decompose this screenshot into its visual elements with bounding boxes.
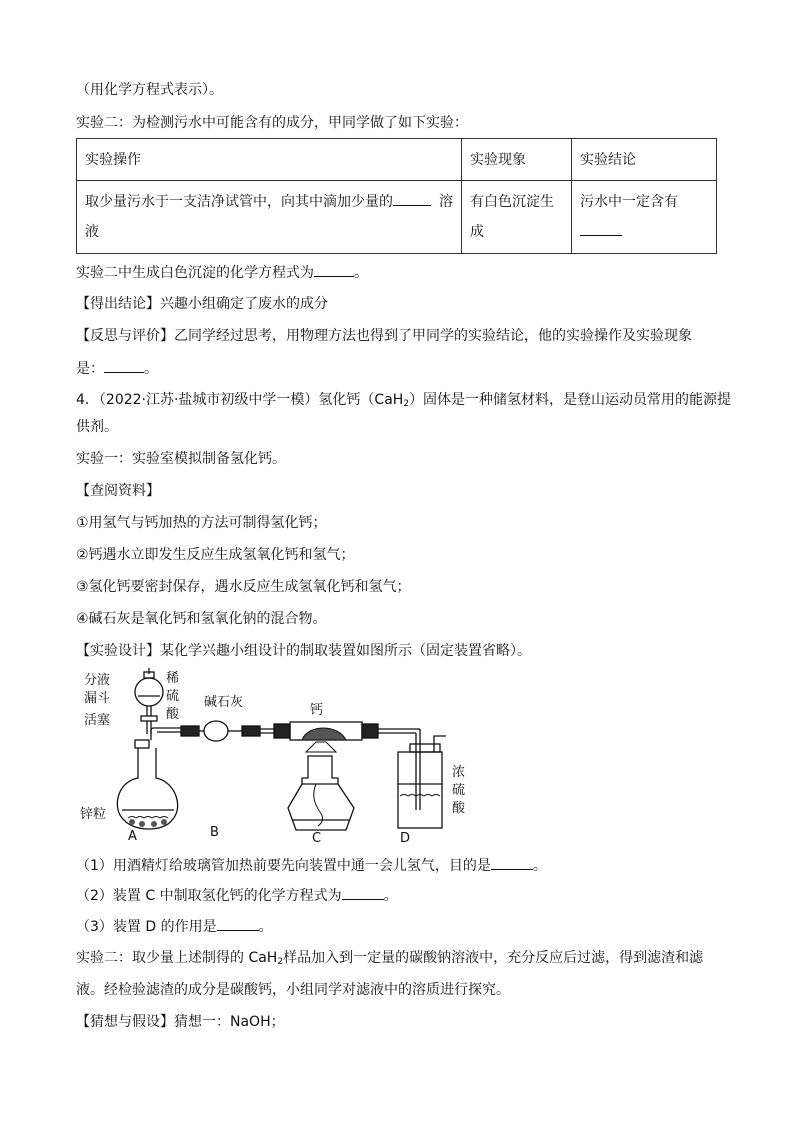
- reference-item-4: ④碱石灰是氧化钙和氢氧化钠的混合物。: [76, 611, 327, 627]
- experiment-two-line-2: 液。经检验滤渣的成分是碳酸钙，小组同学对滤液中的溶质进行探究。: [76, 982, 510, 998]
- label-A: A: [128, 829, 137, 844]
- label-suan2: 酸: [452, 801, 466, 816]
- reference-item-1: ①用氢气与钙加热的方法可制得氢化钙；: [76, 515, 327, 531]
- design-heading: 【实验设计】某化学兴趣小组设计的制取装置如图所示（固定装置省略）。: [76, 643, 531, 659]
- label-nong: 浓: [452, 765, 466, 780]
- question-4-line-2: 供剂。: [76, 419, 118, 435]
- label-soda-lime: 碱石灰: [204, 695, 244, 710]
- answer-blank[interactable]: [580, 221, 622, 236]
- label-xi: 稀: [166, 671, 180, 686]
- table-header-conclusion: 实验结论: [572, 139, 717, 181]
- reflection-line-1: 【反思与评价】乙同学经过思考，用物理方法也得到了甲同学的实验结论，他的实验操作及实验现象: [76, 328, 692, 344]
- answer-blank[interactable]: [342, 885, 384, 900]
- label-fenye: 分液: [84, 673, 111, 688]
- answer-blank[interactable]: [217, 916, 259, 931]
- label-zinc: 锌粒: [80, 807, 107, 822]
- label-huosai: 活塞: [84, 713, 111, 728]
- table-header-operation: 实验操作: [77, 139, 462, 181]
- sub-question-3: （3）装置 D 的作用是 。: [76, 916, 273, 937]
- table-cell-phenomenon: 有白色沉淀生 成: [462, 181, 572, 254]
- table-cell-operation: 取少量污水于一支洁净试管中，向其中滴加少量的 溶 液: [77, 181, 462, 254]
- equation-prompt: 实验二中生成白色沉淀的化学方程式为 。: [76, 262, 368, 283]
- conclusion-heading: 【得出结论】兴趣小组确定了废水的成分: [76, 296, 328, 312]
- label-loudou: 漏斗: [84, 691, 111, 706]
- experiment-two-intro: 实验二：为检测污水中可能含有的成分，甲同学做了如下实验：: [76, 115, 468, 131]
- answer-blank[interactable]: [314, 262, 354, 277]
- label-C: C: [312, 831, 322, 846]
- text-line-1: （用化学方程式表示）。: [76, 82, 223, 98]
- hypothesis-line: 【猜想与假设】猜想一：NaOH；: [76, 1014, 285, 1030]
- table-cell-conclusion: 污水中一定含有: [572, 181, 717, 254]
- table-header-phenomenon: 实验现象: [462, 139, 572, 181]
- label-calcium: 钙: [310, 703, 324, 718]
- answer-blank[interactable]: [393, 191, 431, 206]
- sub-question-1: （1）用酒精灯给玻璃管加热前要先向装置中通一会儿氢气，目的是 。: [76, 855, 547, 876]
- experiment-two-line-1: 实验二：取少量上述制得的 CaH$_2$样品加入到一定量的碳酸钠溶液中，充分反应后过滤，得到滤渣和滤: [76, 950, 704, 967]
- question-4-line-1: 4．（2022·江苏·盐城市初级中学一模）氢化钙（CaH$_2$）固体是一种储氢材料，是登山运动员常用的能源提: [76, 392, 732, 409]
- sub-question-2: （2）装置 C 中制取氢化钙的化学方程式为 。: [76, 885, 398, 906]
- apparatus-diagram: [76, 660, 466, 855]
- label-liu: 硫: [166, 689, 180, 704]
- experiment-table: [76, 138, 717, 254]
- reference-item-3: ③氢化钙要密封保存，遇水反应生成氢氧化钙和氢气；: [76, 579, 411, 595]
- label-D: D: [400, 831, 411, 846]
- label-suan: 酸: [166, 707, 180, 722]
- label-liu2: 硫: [452, 783, 466, 798]
- answer-blank[interactable]: [491, 855, 533, 870]
- reference-item-2: ②钙遇水立即发生反应生成氢氧化钙和氢气；: [76, 547, 355, 563]
- reflection-line-2: 是： 。: [76, 358, 158, 379]
- table-row: [77, 181, 717, 254]
- experiment-one: 实验一：实验室模拟制备氢化钙。: [76, 451, 286, 467]
- label-B: B: [210, 825, 219, 840]
- reference-heading: 【查阅资料】: [76, 483, 160, 499]
- answer-blank[interactable]: [104, 358, 144, 373]
